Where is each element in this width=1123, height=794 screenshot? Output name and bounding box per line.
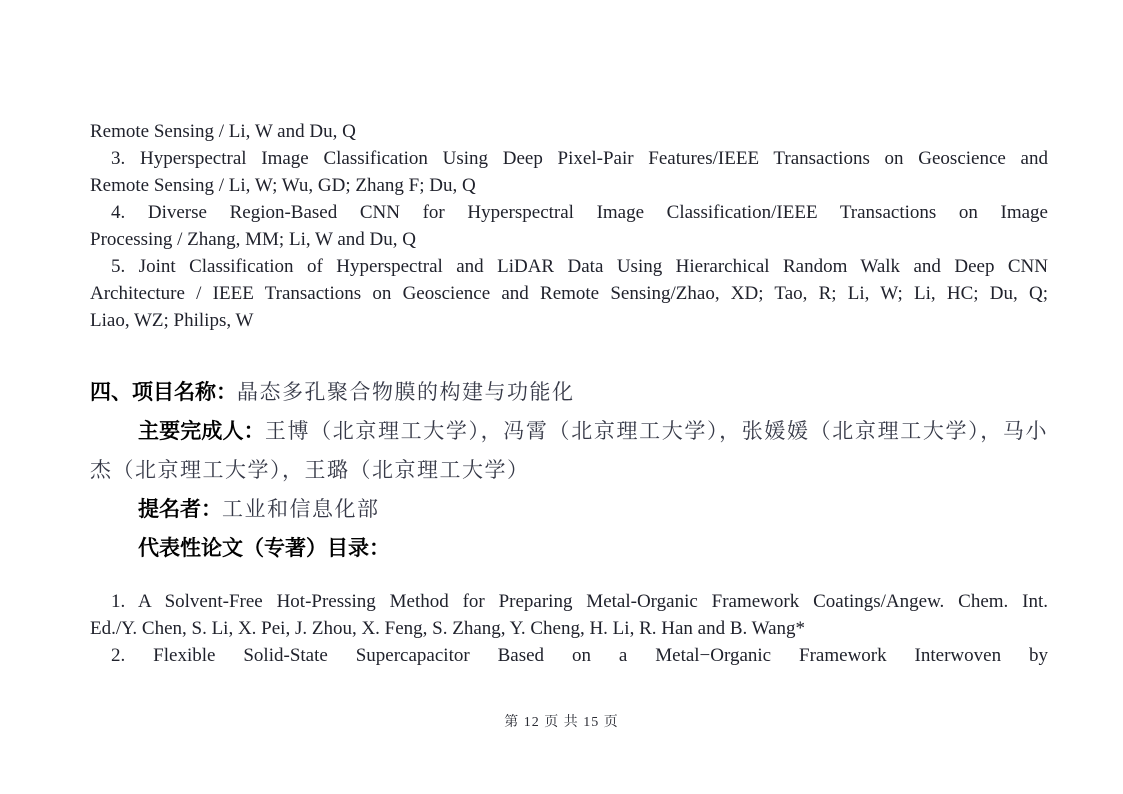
paper-item-1-line-1: 1. A Solvent-Free Hot-Pressing Method for Preparing Metal-Organic Framework Coatings/Angew. Chem. Int. — [111, 591, 1048, 612]
project-authors-value-2: 杰（北京理工大学），王璐（北京理工大学） — [90, 458, 530, 482]
reference-item-4-line-1: 4. Diverse Region-Based CNN for Hyperspectral Image Classification/IEEE Transactions on Image — [111, 202, 1048, 223]
project-title-line — [90, 373, 1048, 412]
project-section — [90, 373, 1048, 568]
paper-item-2-line-1: 2. Flexible Solid-State Supercapacitor Based on a Metal−Organic Framework Interwoven by — [111, 645, 1048, 666]
project-authors-value-1: 王博（北京理工大学），冯霄（北京理工大学），张媛媛（北京理工大学），马小 — [264, 419, 1049, 443]
reference-line-continuation: Remote Sensing / Li, W and Du, Q — [90, 121, 356, 142]
project-nominator-line — [90, 490, 1048, 529]
reference-item-4-line-2: Processing / Zhang, MM; Li, W and Du, Q — [90, 229, 416, 250]
project-authors-label: 主要完成人： — [138, 419, 265, 443]
project-nominator-value: 工业和信息化部 — [222, 497, 380, 521]
reference-item-3-line-2: Remote Sensing / Li, W; Wu, GD; Zhang F; Du, Q — [90, 175, 476, 196]
papers-list — [90, 588, 1048, 669]
project-title-value: 晶态多孔聚合物膜的构建与功能化 — [237, 380, 575, 404]
project-title-label: 四、项目名称： — [90, 380, 237, 404]
reference-item-5-line-3: Liao, WZ; Philips, W — [90, 310, 254, 331]
reference-list-continued — [90, 118, 1048, 334]
reference-item-5-line-2: Architecture / IEEE Transactions on Geoscience and Remote Sensing/Zhao, XD; Tao, R; Li, W; Li, HC; Du, Q; — [90, 283, 1048, 304]
reference-item-3-line-1: 3. Hyperspectral Image Classification Using Deep Pixel-Pair Features/IEEE Transactions on Geoscience and — [111, 148, 1048, 169]
project-papers-heading: 代表性论文（专著）目录： — [138, 536, 390, 560]
project-authors-line-1 — [90, 412, 1048, 451]
paper-item-1-line-2: Ed./Y. Chen, S. Li, X. Pei, J. Zhou, X. Feng, S. Zhang, Y. Cheng, H. Li, R. Han and B. Wang* — [90, 618, 806, 639]
reference-item-5-line-1: 5. Joint Classification of Hyperspectral and LiDAR Data Using Hierarchical Random Walk and Deep CNN — [111, 256, 1048, 277]
project-papers-heading-line — [90, 529, 1048, 568]
project-nominator-label: 提名者： — [138, 497, 222, 521]
page-number-indicator: 第 12 页 共 15 页 — [504, 715, 619, 730]
project-authors-line-2 — [90, 451, 1048, 490]
